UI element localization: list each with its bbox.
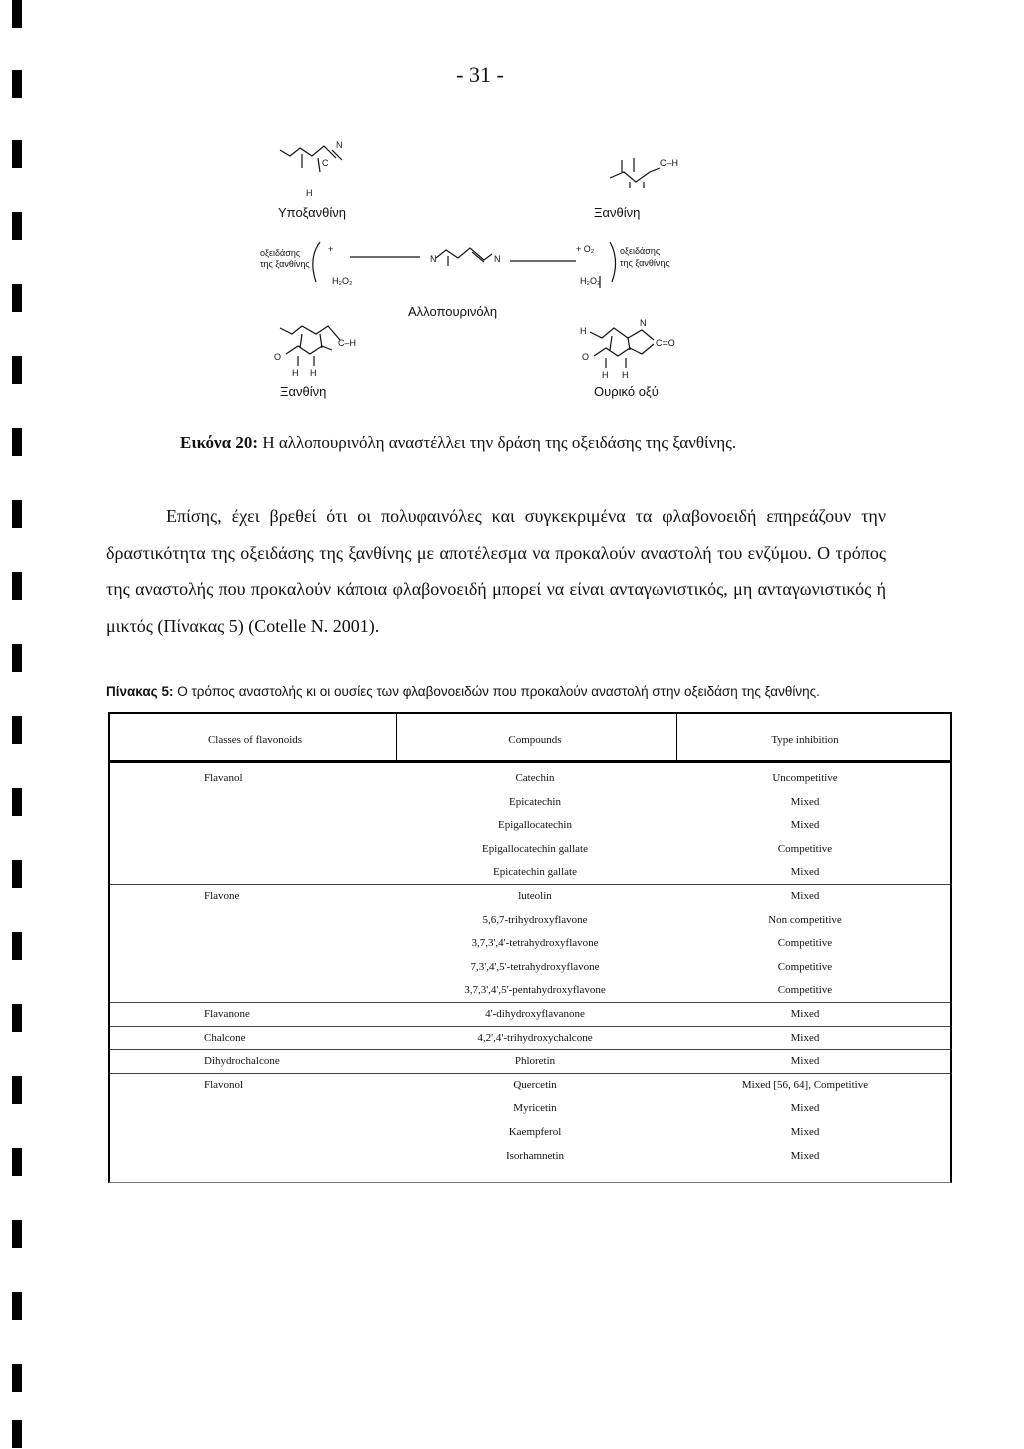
film-hole <box>12 284 22 312</box>
cell-compound: Epigallocatechin <box>498 819 572 832</box>
o2-label: + O₂ <box>576 244 595 254</box>
cell-class: Chalcone <box>204 1031 246 1044</box>
svg-text:C–H: C–H <box>660 158 679 168</box>
table-row <box>110 961 950 984</box>
cell-compound: Phloretin <box>514 1055 556 1068</box>
cell-inhibition: Mixed [56, 64], Competitive <box>741 1078 869 1091</box>
plus-sign: + <box>328 244 334 254</box>
film-hole <box>12 788 22 816</box>
cell-compound: 7,3',4',5'-tetrahydroxyflavone <box>470 960 600 973</box>
hypoxanthine-structure <box>280 146 342 172</box>
film-hole <box>12 1364 22 1392</box>
header-compounds: Compounds <box>508 734 562 746</box>
cell-inhibition: Mixed <box>790 1126 820 1138</box>
table-caption-text: Ο τρόπος αναστολής κι οι ουσίες των φλαβονοειδών που προκαλούν αναστολή στην οξειδάση της ξανθίνης. <box>173 684 820 699</box>
svg-text:H: H <box>306 188 313 198</box>
table-row <box>110 890 950 913</box>
table-row <box>110 914 950 937</box>
body-paragraph-text: Επίσης, έχει βρεθεί ότι οι πολυφαινόλες και συγκεκριμένα τα φλαβονοειδή επηρεάζουν την δραστικότητα της οξειδάσης της ξανθίνης με αποτέλεσμα να προκαλούν αναστολή του ενζύμου. Ο τρόπος της αναστολής που προκαλούν κάποια φλαβονοειδή μπορεί να είναι ανταγωνιστικός, μη ανταγωνιστικός ή μικτός (Πίνακας 5) (Cotelle N. 2001). <box>106 506 886 636</box>
cell-class: Flavanone <box>204 1008 250 1020</box>
film-hole <box>12 428 22 456</box>
figure-caption <box>180 433 880 453</box>
h2o2-left: H₂O₂ <box>332 276 353 286</box>
group-separator <box>110 884 950 885</box>
hypoxanthine-label: Υποξανθίνη <box>278 205 347 220</box>
svg-text:H: H <box>310 368 317 378</box>
table-row <box>110 1055 950 1078</box>
svg-text:H: H <box>622 370 629 380</box>
allopurinol-label: Αλλοπουρινόλη <box>408 304 498 319</box>
film-hole <box>12 500 22 528</box>
table-row <box>110 1079 950 1102</box>
cell-inhibition: Mixed <box>790 1102 820 1115</box>
svg-text:H: H <box>292 368 299 378</box>
cell-compound: 4'-dihydroxyflavanone <box>485 1008 585 1020</box>
figure-caption-label: Εικόνα 20: <box>180 433 259 452</box>
film-hole <box>12 932 22 960</box>
cell-inhibition: Mixed <box>790 1008 820 1020</box>
uric-acid-structure <box>590 328 654 368</box>
cell-inhibition: Mixed <box>790 866 820 879</box>
cell-compound: Quercetin <box>513 1078 557 1091</box>
cell-compound: Isorhamnetin <box>505 1149 565 1162</box>
film-hole <box>12 1420 22 1448</box>
cell-inhibition: Mixed <box>790 1055 820 1068</box>
film-hole <box>12 1076 22 1104</box>
cell-compound: Epicatechin gallate <box>493 866 577 879</box>
group-separator <box>110 1073 950 1074</box>
svg-text:N: N <box>430 254 437 264</box>
film-hole <box>12 716 22 744</box>
group-separator <box>110 1049 950 1050</box>
svg-text:H: H <box>602 370 609 380</box>
cell-class: Flavanol <box>204 772 243 784</box>
table-header <box>110 712 950 763</box>
header-type-inhibition: Type inhibition <box>771 734 839 746</box>
header-classes: Classes of flavonoids <box>207 734 303 746</box>
figure-caption-text: Η αλλοπουρινόλη αναστέλλει την δράση της οξειδάσης της ξανθίνης. <box>258 433 737 452</box>
film-hole <box>12 140 22 168</box>
svg-text:N: N <box>494 254 501 264</box>
svg-text:C: C <box>322 158 329 168</box>
svg-text:H: H <box>580 326 587 336</box>
svg-text:C–H: C–H <box>338 338 357 348</box>
cell-compound: 3,7,3',4'-tetrahydroxyflavone <box>471 937 599 950</box>
xanthine-oxidase-figure <box>240 128 760 418</box>
cell-compound: luteolin <box>518 890 552 902</box>
film-hole <box>12 572 22 600</box>
table-row <box>110 866 950 889</box>
cell-compound: Catechin <box>515 772 555 784</box>
cell-compound: Epigallocatechin gallate <box>482 842 588 855</box>
film-strip-border <box>8 0 30 1449</box>
cell-compound: 3,7,3',4',5'-pentahydroxyflavone <box>464 984 606 997</box>
enzyme-label-left-1: οξειδάσης <box>260 248 301 258</box>
table-row <box>110 1102 950 1125</box>
film-hole <box>12 1220 22 1248</box>
film-hole <box>12 212 22 240</box>
table-row <box>110 1032 950 1055</box>
cell-inhibition: Mixed <box>790 819 820 832</box>
film-hole <box>12 356 22 384</box>
table-caption <box>106 684 966 699</box>
cell-inhibition: Competitive <box>777 984 833 997</box>
table-row <box>110 772 950 795</box>
cell-compound: 4,2',4'-trihydroxychalcone <box>477 1031 593 1044</box>
table-row <box>110 796 950 819</box>
cell-inhibition: Mixed <box>790 890 820 902</box>
cell-class: Flavonol <box>204 1078 244 1091</box>
table-row <box>110 819 950 842</box>
flavonoid-inhibition-table <box>108 712 952 1183</box>
table-row <box>110 984 950 1007</box>
enzyme-label-right-2: της ξανθίνης <box>620 258 670 268</box>
film-hole <box>12 1292 22 1320</box>
table-row <box>110 843 950 866</box>
xanthine-label-top: Ξανθίνη <box>594 205 641 220</box>
table-row <box>110 937 950 960</box>
table-row <box>110 1008 950 1031</box>
table-caption-label: Πίνακας 5: <box>106 684 174 699</box>
cell-inhibition: Non competitive <box>768 913 842 926</box>
cell-class: Flavone <box>204 890 240 902</box>
h2o2-right: H₂O₂ <box>580 276 601 286</box>
page-number: - 31 - <box>456 62 504 87</box>
cell-inhibition: Mixed <box>790 1031 820 1044</box>
svg-text:N: N <box>640 318 647 328</box>
xanthine-structure-top <box>610 158 660 188</box>
film-hole <box>12 860 22 888</box>
cell-compound: Kaempferol <box>508 1126 562 1138</box>
enzyme-label-left-2: της ξανθίνης <box>260 259 310 269</box>
allopurinol-structure <box>436 248 492 266</box>
svg-text:O: O <box>274 352 282 362</box>
cell-inhibition: Competitive <box>777 842 833 855</box>
table-row <box>110 1150 950 1173</box>
group-separator <box>110 1002 950 1003</box>
cell-compound: 5,6,7-trihydroxyflavone <box>482 913 588 926</box>
cell-compound: Myricetin <box>513 1102 557 1115</box>
table-row <box>110 1126 950 1149</box>
svg-text:C=O: C=O <box>656 338 675 348</box>
body-paragraph <box>106 498 886 644</box>
xanthine-structure-bottom <box>280 326 340 366</box>
cell-inhibition: Uncompetitive <box>772 772 838 784</box>
cell-inhibition: Mixed <box>790 795 820 808</box>
xanthine-label-bottom: Ξανθίνη <box>280 384 327 399</box>
film-hole <box>12 1004 22 1032</box>
cell-inhibition: Mixed <box>790 1149 820 1162</box>
uric-acid-label: Ουρικό οξύ <box>594 384 659 399</box>
film-hole <box>12 1148 22 1176</box>
cell-compound: Epicatechin <box>509 795 561 808</box>
film-hole <box>12 644 22 672</box>
group-separator <box>110 1026 950 1027</box>
svg-text:N: N <box>336 140 343 150</box>
cell-inhibition: Competitive <box>777 937 833 950</box>
enzyme-label-right-1: οξειδάσης <box>620 246 661 256</box>
svg-text:O: O <box>582 352 590 362</box>
cell-class: Dihydrochalcone <box>204 1055 280 1068</box>
cell-inhibition: Competitive <box>777 960 833 973</box>
film-hole <box>12 0 22 28</box>
